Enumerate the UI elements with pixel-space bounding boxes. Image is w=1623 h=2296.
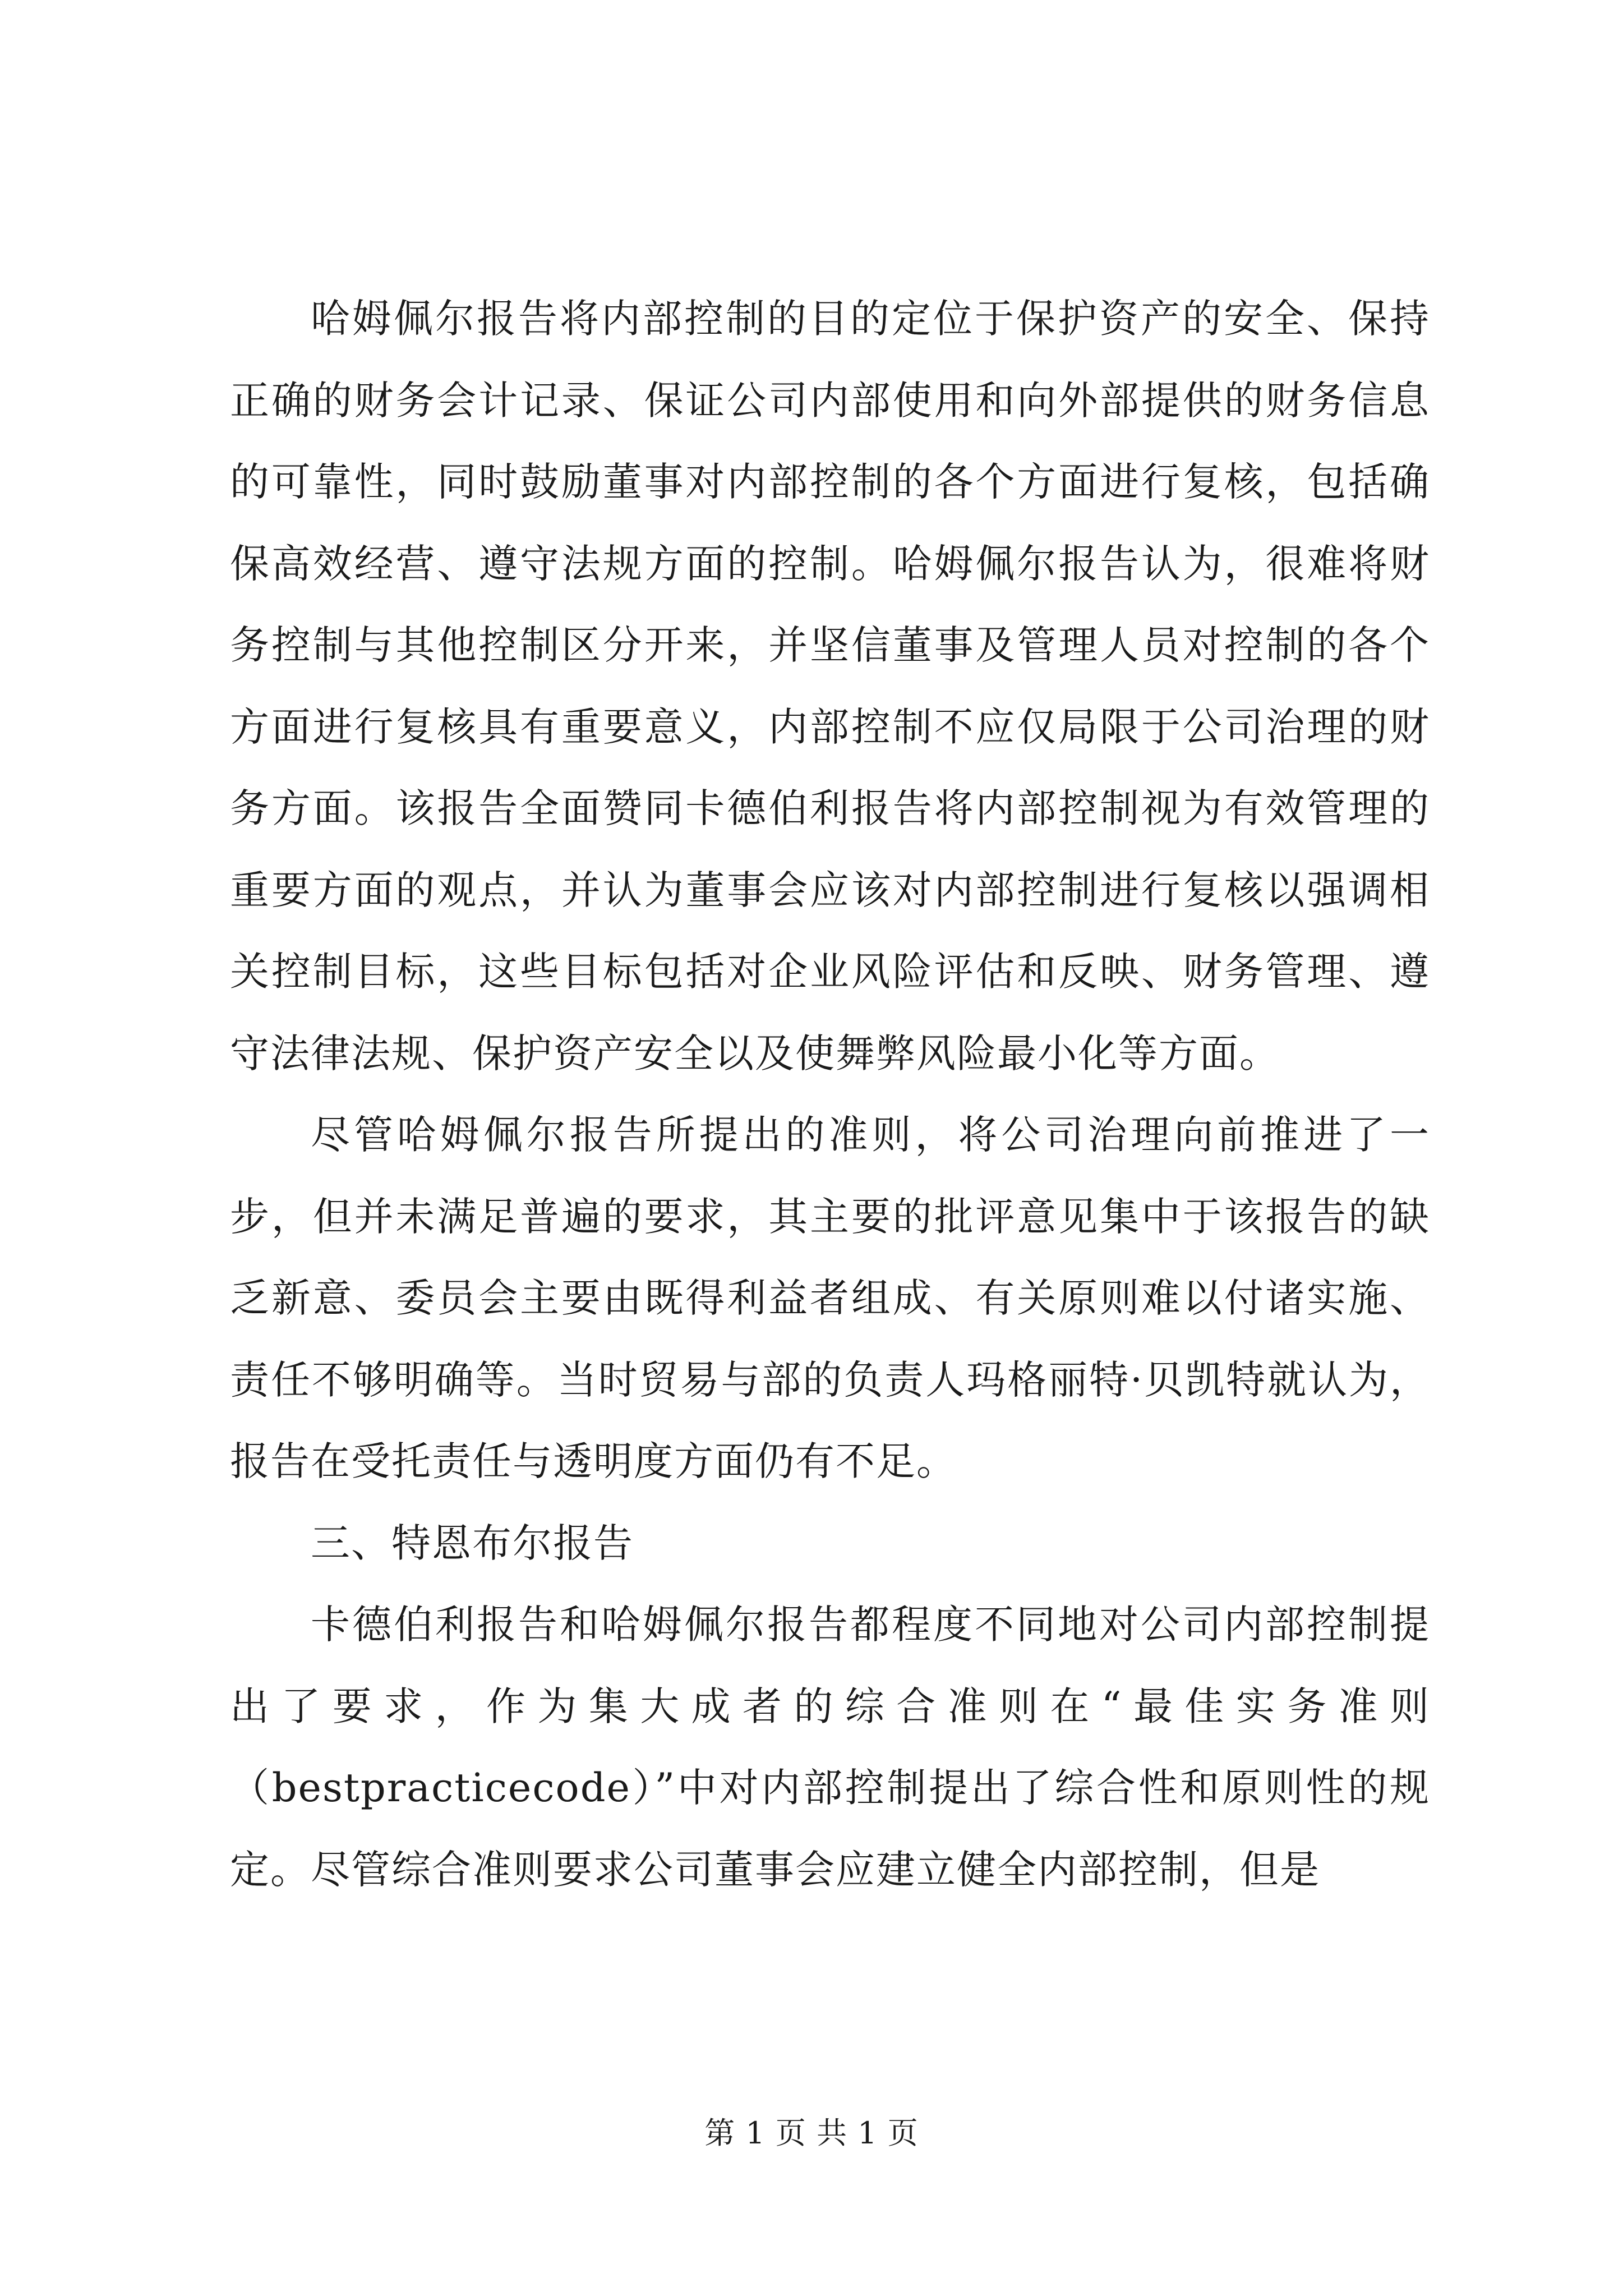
section-heading-turnbull: 三、特恩布尔报告 [311, 1520, 634, 1566]
document-body [230, 278, 1430, 1911]
paragraph-combined-code: 卡德伯利报告和哈姆佩尔报告都程度不同地对公司内部控制提出了要求，作为集大成者的综合准则在“最佳实务准则（bestpracticecode）”中对内部控制提出了综合性和原则性的规定。尽管综合准则要求公司董事会应建立健全内部控制，但是 [230, 1602, 1430, 1893]
page-footer: 第 1 页 共 1 页 [704, 2115, 919, 2151]
paragraph-hampel-objectives: 哈姆佩尔报告将内部控制的目的定位于保护资产的安全、保持正确的财务会计记录、保证公司内部使用和向外部提供的财务信息的可靠性，同时鼓励董事对内部控制的各个方面进行复核，包括确保高效经营、遵守法规方面的控制。哈姆佩尔报告认为，很难将财务控制与其他控制区分开来，并坚信董事及管理人员对控制的各个方面进行复核具有重要意义，内部控制不应仅局限于公司治理的财务方面。该报告全面赞同卡德伯利报告将内部控制视为有效管理的重要方面的观点，并认为董事会应该对内部控制进行复核以强调相关控制目标，这些目标包括对企业风险评估和反映、财务管理、遵守法律法规、保护资产安全以及使舞弊风险最小化等方面。 [230, 296, 1430, 1076]
paragraph-hampel-criticism: 尽管哈姆佩尔报告所提出的准则，将公司治理向前推进了一步，但并未满足普遍的要求，其主要的批评意见集中于该报告的缺乏新意、委员会主要由既得利益者组成、有关原则难以付诸实施、责任不够明确等。当时贸易与部的负责人玛格丽特·贝凯特就认为，报告在受托责任与透明度方面仍有不足。 [230, 1112, 1430, 1484]
